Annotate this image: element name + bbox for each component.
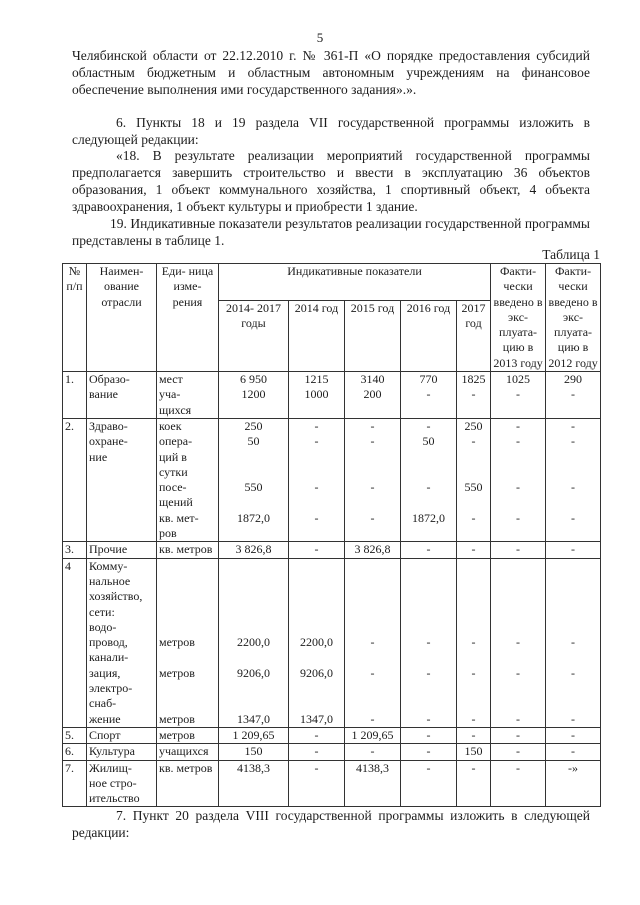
cell-y2014-2017: 250 50 550 1872,0 xyxy=(219,418,289,541)
cell-name: Здраво- охране- ние xyxy=(87,418,157,541)
cell-fact2012: -» xyxy=(546,760,601,807)
header-2014-2017: 2014- 2017 годы xyxy=(219,300,289,371)
cell-unit: мест уча- щихся xyxy=(157,372,219,419)
cell-y2015: - xyxy=(345,744,401,760)
header-num: № п/п xyxy=(63,264,87,372)
cell-fact2013: - xyxy=(491,744,546,760)
cell-y2017: 150 xyxy=(457,744,491,760)
indicators-table xyxy=(62,263,601,807)
cell-fact2012: - xyxy=(546,744,601,760)
header-indicators-group: Индикативные показатели xyxy=(219,264,491,301)
table-caption: Таблица 1 xyxy=(542,247,600,262)
cell-y2017: 250 - 550 - xyxy=(457,418,491,541)
cell-fact2012: - xyxy=(546,727,601,743)
table-row xyxy=(63,372,601,419)
header-2016: 2016 год xyxy=(401,300,457,371)
cell-unit: метров xyxy=(157,727,219,743)
cell-name: Прочие xyxy=(87,542,157,558)
cell-y2014: 2200,0 9206,0 1347,0 xyxy=(289,558,345,727)
item-19-paragraph: 19. Индикативные показатели результатов реализации государственной программы представлены в таблице 1. xyxy=(72,216,590,248)
cell-y2014: - xyxy=(289,760,345,807)
header-fact-2012: Факти- чески введено в экс- плуата- цию в 2012 году xyxy=(546,264,601,372)
table-row xyxy=(63,744,601,760)
table-row xyxy=(63,418,601,541)
cell-y2016: - xyxy=(401,727,457,743)
cell-name: Образо- вание xyxy=(87,372,157,419)
cell-name: Жилищ- ное стро- ительство xyxy=(87,760,157,807)
cell-y2014: - - - - xyxy=(289,418,345,541)
cell-y2017: - - - xyxy=(457,558,491,727)
cell-y2017: 1825 - xyxy=(457,372,491,419)
cell-unit: коек опера- ций в сутки посе- щений кв. мет- ров xyxy=(157,418,219,541)
header-2015: 2015 год xyxy=(345,300,401,371)
cell-fact2012: - - - xyxy=(546,558,601,727)
cell-y2014: - xyxy=(289,542,345,558)
cell-fact2013: 1025 - xyxy=(491,372,546,419)
header-2014: 2014 год xyxy=(289,300,345,371)
cell-y2017: - xyxy=(457,760,491,807)
cell-y2016: - - - xyxy=(401,558,457,727)
cell-num: 2. xyxy=(63,418,87,541)
cell-y2014-2017: 6 950 1200 xyxy=(219,372,289,419)
cell-fact2012: - - - - xyxy=(546,418,601,541)
page-number: 5 xyxy=(316,30,324,45)
cell-name: Комму- нальное хозяйство, сети: водо- провод, канали- зация, электро- снаб- жение xyxy=(87,558,157,727)
cell-y2014-2017: 2200,0 9206,0 1347,0 xyxy=(219,558,289,727)
cell-fact2013: - - - - xyxy=(491,418,546,541)
cell-y2014-2017: 150 xyxy=(219,744,289,760)
cell-y2015: 1 209,65 xyxy=(345,727,401,743)
cell-y2016: - xyxy=(401,760,457,807)
header-fact-2013: Факти- чески введено в экс- плуата- цию в 2013 году xyxy=(491,264,546,372)
cell-unit: кв. метров xyxy=(157,760,219,807)
cell-fact2013: - xyxy=(491,542,546,558)
table-header-row xyxy=(63,264,601,301)
cell-y2015: 4138,3 xyxy=(345,760,401,807)
cell-num: 5. xyxy=(63,727,87,743)
table-row xyxy=(63,760,601,807)
item-7-paragraph: 7. Пункт 20 раздела VIII государственной программы изложить в следующей редакции: xyxy=(72,808,590,840)
table-row xyxy=(63,542,601,558)
cell-fact2013: - xyxy=(491,760,546,807)
table-row xyxy=(63,558,601,727)
cell-num: 6. xyxy=(63,744,87,760)
cell-y2016: 770 - xyxy=(401,372,457,419)
cell-unit: учащихся xyxy=(157,744,219,760)
cell-y2014-2017: 1 209,65 xyxy=(219,727,289,743)
cell-y2016: - 50 - 1872,0 xyxy=(401,418,457,541)
header-name: Наимен- ование отрасли xyxy=(87,264,157,372)
header-2017: 2017 год xyxy=(457,300,491,371)
cell-y2015: 3140 200 xyxy=(345,372,401,419)
cell-fact2013: - - - xyxy=(491,558,546,727)
cell-fact2012: 290 - xyxy=(546,372,601,419)
table-row xyxy=(63,727,601,743)
cell-unit: метров метров метров xyxy=(157,558,219,727)
cell-num: 7. xyxy=(63,760,87,807)
cell-name: Спорт xyxy=(87,727,157,743)
cell-y2015: 3 826,8 xyxy=(345,542,401,558)
cell-fact2012: - xyxy=(546,542,601,558)
cell-y2014-2017: 3 826,8 xyxy=(219,542,289,558)
cell-unit: кв. метров xyxy=(157,542,219,558)
cell-y2016: - xyxy=(401,744,457,760)
cell-y2014-2017: 4138,3 xyxy=(219,760,289,807)
cell-num: 4 xyxy=(63,558,87,727)
cell-y2015: - - - xyxy=(345,558,401,727)
cell-y2014: - xyxy=(289,727,345,743)
cell-fact2013: - xyxy=(491,727,546,743)
header-unit: Еди- ница изме- рения xyxy=(157,264,219,372)
intro-paragraph: Челябинской области от 22.12.2010 г. № 361-П «О порядке предоставления субсидий областным бюджетным и областным автономным учреждениям на финансовое обеспечение выполнения ими государственного задания».». xyxy=(72,48,590,97)
cell-y2015: - - - - xyxy=(345,418,401,541)
item-6-paragraph: 6. Пункты 18 и 19 раздела VII государственной программы изложить в следующей редакции: xyxy=(72,115,590,147)
cell-name: Культура xyxy=(87,744,157,760)
cell-y2017: - xyxy=(457,727,491,743)
cell-y2016: - xyxy=(401,542,457,558)
cell-num: 3. xyxy=(63,542,87,558)
cell-y2014: 1215 1000 xyxy=(289,372,345,419)
item-18-paragraph: «18. В результате реализации мероприятий государственной программы предполагается завершить строительство и ввести в эксплуатацию 36 объектов образования, 1 объект коммунального хозяйства, 1 спортивный объект, 4 объекта здравоохранения, 1 объект культуры и приобрести 1 здание. xyxy=(72,148,590,214)
cell-num: 1. xyxy=(63,372,87,419)
cell-y2014: - xyxy=(289,744,345,760)
cell-y2017: - xyxy=(457,542,491,558)
